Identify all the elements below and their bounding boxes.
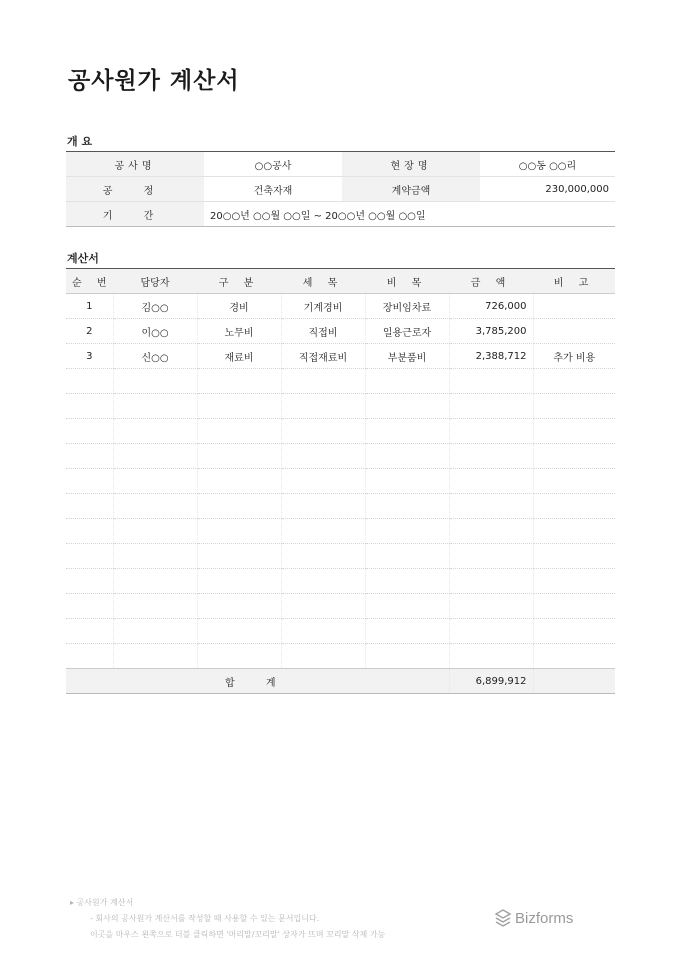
empty-cell: [197, 419, 281, 444]
empty-cell: [66, 544, 113, 569]
empty-cell: [66, 619, 113, 644]
column-header: 세 목: [281, 269, 365, 294]
empty-cell: [533, 419, 615, 444]
bizforms-logo-icon: [494, 909, 512, 927]
overview-row: [66, 152, 615, 177]
empty-table-row: [66, 569, 615, 594]
empty-cell: [197, 569, 281, 594]
cell-note: [533, 294, 615, 319]
empty-cell: [113, 494, 197, 519]
empty-cell: [281, 594, 365, 619]
empty-cell: [66, 494, 113, 519]
empty-cell: [365, 444, 449, 469]
overview-value: 230,000,000: [480, 177, 615, 202]
empty-cell: [113, 394, 197, 419]
empty-cell: [533, 494, 615, 519]
cell-category: 재료비: [197, 344, 281, 369]
empty-cell: [113, 519, 197, 544]
empty-table-row: [66, 519, 615, 544]
page-title: 공사원가 계산서: [68, 68, 240, 94]
footer-line3: 이곳을 마우스 왼쪽으로 더블 클릭하면 '머리말/꼬리말' 상자가 뜨며 꼬리말 삭제 가능: [90, 930, 386, 939]
empty-cell: [449, 544, 533, 569]
column-header: 순 번: [66, 269, 113, 294]
empty-cell: [66, 519, 113, 544]
footer-note: [70, 895, 385, 943]
table-row: [66, 294, 615, 319]
empty-cell: [197, 369, 281, 394]
empty-cell: [533, 369, 615, 394]
cell-item: 직접재료비: [281, 344, 365, 369]
cell-note: [533, 319, 615, 344]
overview-row: [66, 202, 615, 227]
empty-table-row: [66, 394, 615, 419]
empty-cell: [449, 519, 533, 544]
logo-text: Bizforms: [515, 909, 574, 927]
empty-cell: [66, 469, 113, 494]
empty-cell: [365, 369, 449, 394]
empty-cell: [281, 544, 365, 569]
total-note: [533, 669, 615, 694]
empty-cell: [66, 444, 113, 469]
empty-cell: [113, 419, 197, 444]
cell-person: 이○○: [113, 319, 197, 344]
empty-cell: [113, 369, 197, 394]
empty-table-row: [66, 594, 615, 619]
cell-seq: 3: [66, 344, 113, 369]
empty-cell: [533, 519, 615, 544]
empty-cell: [449, 494, 533, 519]
empty-cell: [197, 594, 281, 619]
overview-table: [66, 151, 615, 227]
empty-table-row: [66, 444, 615, 469]
overview-value: ○○동 ○○리: [480, 152, 615, 177]
cell-cost-item: 부분품비: [365, 344, 449, 369]
empty-cell: [365, 419, 449, 444]
table-row: [66, 319, 615, 344]
empty-cell: [113, 469, 197, 494]
empty-table-row: [66, 544, 615, 569]
empty-cell: [533, 469, 615, 494]
empty-cell: [533, 594, 615, 619]
empty-cell: [197, 519, 281, 544]
empty-cell: [449, 644, 533, 669]
overview-row: [66, 177, 615, 202]
empty-cell: [533, 394, 615, 419]
empty-cell: [281, 419, 365, 444]
empty-cell: [281, 494, 365, 519]
empty-cell: [281, 644, 365, 669]
column-header: 비 목: [365, 269, 449, 294]
empty-cell: [449, 594, 533, 619]
empty-cell: [113, 644, 197, 669]
cell-person: 신○○: [113, 344, 197, 369]
cell-seq: 1: [66, 294, 113, 319]
cell-category: 노무비: [197, 319, 281, 344]
empty-table-row: [66, 469, 615, 494]
overview-label: 현장명: [342, 152, 480, 177]
empty-cell: [197, 544, 281, 569]
empty-cell: [113, 594, 197, 619]
empty-table-row: [66, 369, 615, 394]
empty-table-row: [66, 419, 615, 444]
empty-cell: [365, 394, 449, 419]
empty-cell: [449, 569, 533, 594]
overview-heading: 개 요: [67, 135, 93, 148]
empty-cell: [281, 394, 365, 419]
empty-cell: [66, 419, 113, 444]
overview-label: 공 정: [66, 177, 204, 202]
empty-cell: [281, 444, 365, 469]
cell-amount: 3,785,200: [449, 319, 533, 344]
cell-item: 기계경비: [281, 294, 365, 319]
empty-cell: [365, 619, 449, 644]
empty-cell: [66, 569, 113, 594]
cell-note: 추가 비용: [533, 344, 615, 369]
column-header: 비 고: [533, 269, 615, 294]
empty-cell: [365, 494, 449, 519]
total-label: 합 계: [66, 669, 449, 694]
cell-cost-item: 장비임차료: [365, 294, 449, 319]
column-header: 담당자: [113, 269, 197, 294]
overview-value: ○○공사: [204, 152, 342, 177]
empty-cell: [66, 394, 113, 419]
calc-table: [66, 268, 615, 694]
cell-person: 김○○: [113, 294, 197, 319]
empty-cell: [533, 544, 615, 569]
empty-cell: [449, 419, 533, 444]
empty-cell: [197, 469, 281, 494]
empty-cell: [281, 369, 365, 394]
total-row: [66, 669, 615, 694]
footer-line1: ▸ 공사원가 계산서: [70, 898, 134, 907]
empty-cell: [66, 594, 113, 619]
cell-amount: 2,388,712: [449, 344, 533, 369]
empty-cell: [66, 644, 113, 669]
empty-cell: [197, 619, 281, 644]
empty-cell: [197, 394, 281, 419]
overview-label: 기 간: [66, 202, 204, 227]
empty-cell: [281, 519, 365, 544]
bizforms-logo: [494, 909, 573, 927]
empty-cell: [533, 569, 615, 594]
empty-cell: [365, 569, 449, 594]
cell-item: 직접비: [281, 319, 365, 344]
empty-cell: [449, 394, 533, 419]
overview-label: 공사명: [66, 152, 204, 177]
empty-cell: [365, 544, 449, 569]
empty-cell: [533, 644, 615, 669]
cell-amount: 726,000: [449, 294, 533, 319]
empty-cell: [281, 619, 365, 644]
empty-table-row: [66, 619, 615, 644]
empty-cell: [281, 569, 365, 594]
empty-cell: [113, 544, 197, 569]
calc-heading: 계산서: [67, 252, 99, 265]
empty-table-row: [66, 494, 615, 519]
empty-cell: [365, 644, 449, 669]
empty-table-row: [66, 644, 615, 669]
footer-line2: - 회사의 공사원가 계산서를 작성할 때 사용할 수 있는 문서입니다.: [90, 914, 320, 923]
empty-cell: [533, 444, 615, 469]
empty-cell: [197, 644, 281, 669]
overview-value: 건축자재: [204, 177, 342, 202]
calc-header-row: [66, 269, 615, 294]
empty-cell: [449, 369, 533, 394]
empty-cell: [197, 444, 281, 469]
empty-cell: [449, 444, 533, 469]
empty-cell: [113, 444, 197, 469]
overview-label: 계약금액: [342, 177, 480, 202]
column-header: 구 분: [197, 269, 281, 294]
column-header: 금 액: [449, 269, 533, 294]
empty-cell: [533, 619, 615, 644]
empty-cell: [113, 569, 197, 594]
empty-cell: [365, 469, 449, 494]
empty-cell: [281, 469, 365, 494]
cell-category: 경비: [197, 294, 281, 319]
empty-cell: [197, 494, 281, 519]
empty-cell: [365, 594, 449, 619]
empty-cell: [365, 519, 449, 544]
empty-cell: [449, 469, 533, 494]
empty-cell: [66, 369, 113, 394]
empty-cell: [113, 619, 197, 644]
overview-value: 20○○년 ○○월 ○○일 ~ 20○○년 ○○월 ○○일: [210, 210, 426, 222]
table-row: [66, 344, 615, 369]
cell-cost-item: 일용근로자: [365, 319, 449, 344]
cell-seq: 2: [66, 319, 113, 344]
total-value: 6,899,912: [449, 669, 533, 694]
empty-cell: [449, 619, 533, 644]
